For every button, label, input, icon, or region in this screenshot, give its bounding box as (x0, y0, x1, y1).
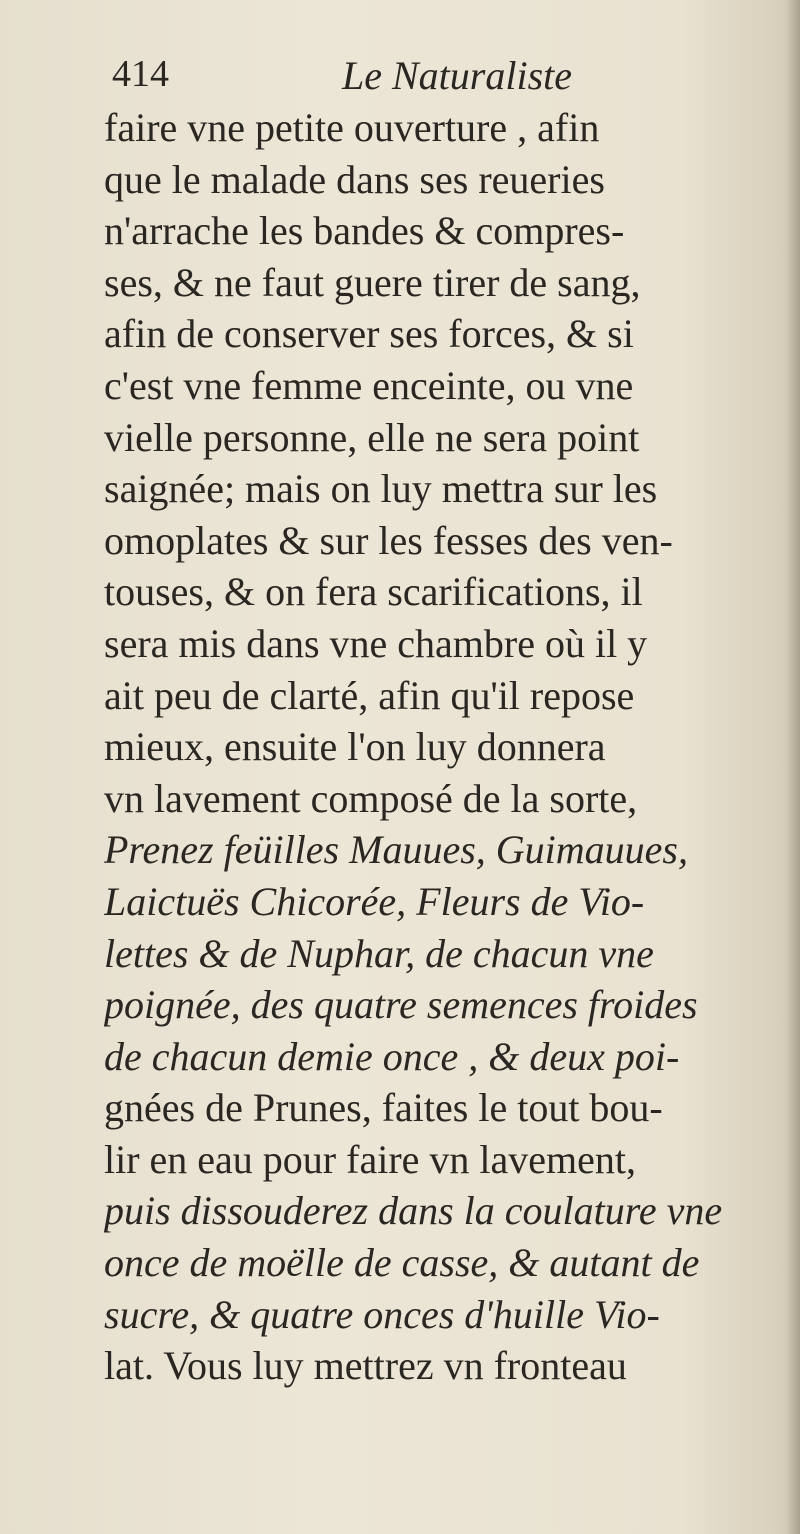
page-header (112, 48, 712, 108)
text-line: vn lavement composé de la sorte, (104, 775, 638, 821)
text-line: saignée; mais on luy mettra sur les (104, 466, 658, 512)
text-line: mieux, ensuite l'on luy donnera (104, 724, 606, 770)
recipe-line: de chacun demie once , & deux poi- (104, 1033, 680, 1079)
text-line: ses, & ne faut guere tirer de sang, (104, 259, 641, 305)
recipe-line: puis dissouderez dans la coulature vne (104, 1188, 723, 1234)
recipe-line: lettes & de Nuphar, de chacun vne (104, 930, 654, 976)
text-line: que le malade dans ses reueries (104, 156, 605, 202)
text-line: c'est vne femme enceinte, ou vne (104, 362, 634, 408)
recipe-line: Laictuës Chicorée, Fleurs de Vio- (104, 878, 645, 924)
text-line: sera mis dans vne chambre où il y (104, 620, 648, 666)
text-line: n'arrache les bandes & compres- (104, 208, 625, 254)
text-line: afin de conserver ses forces, & si (104, 311, 634, 357)
text-line: lat. Vous luy mettrez vn fronteau (104, 1343, 627, 1389)
text-line: vielle personne, elle ne sera point (104, 414, 640, 460)
text-line: ait peu de clarté, afin qu'il repose (104, 672, 635, 718)
text-line: touses, & on fera scarifications, il (104, 569, 643, 615)
running-title: Le Naturaliste (342, 53, 573, 98)
body-text (104, 102, 794, 1392)
recipe-line: once de moëlle de casse, & autant de (104, 1240, 700, 1286)
recipe-line: Prenez feüilles Mauues, Guimauues, (104, 827, 688, 873)
text-line: faire vne petite ouverture , afin (104, 105, 600, 150)
text-line: omoplates & sur les fesses des ven- (104, 517, 673, 563)
page-number: 414 (112, 53, 169, 95)
text-line: lir en eau pour faire vn lavement, (104, 1136, 636, 1182)
recipe-line: sucre, & quatre onces d'huille Vio- (104, 1291, 660, 1337)
text-line: gnées de Prunes, faites le tout bou- (104, 1085, 663, 1131)
recipe-line: poignée, des quatre semences froides (104, 982, 698, 1028)
